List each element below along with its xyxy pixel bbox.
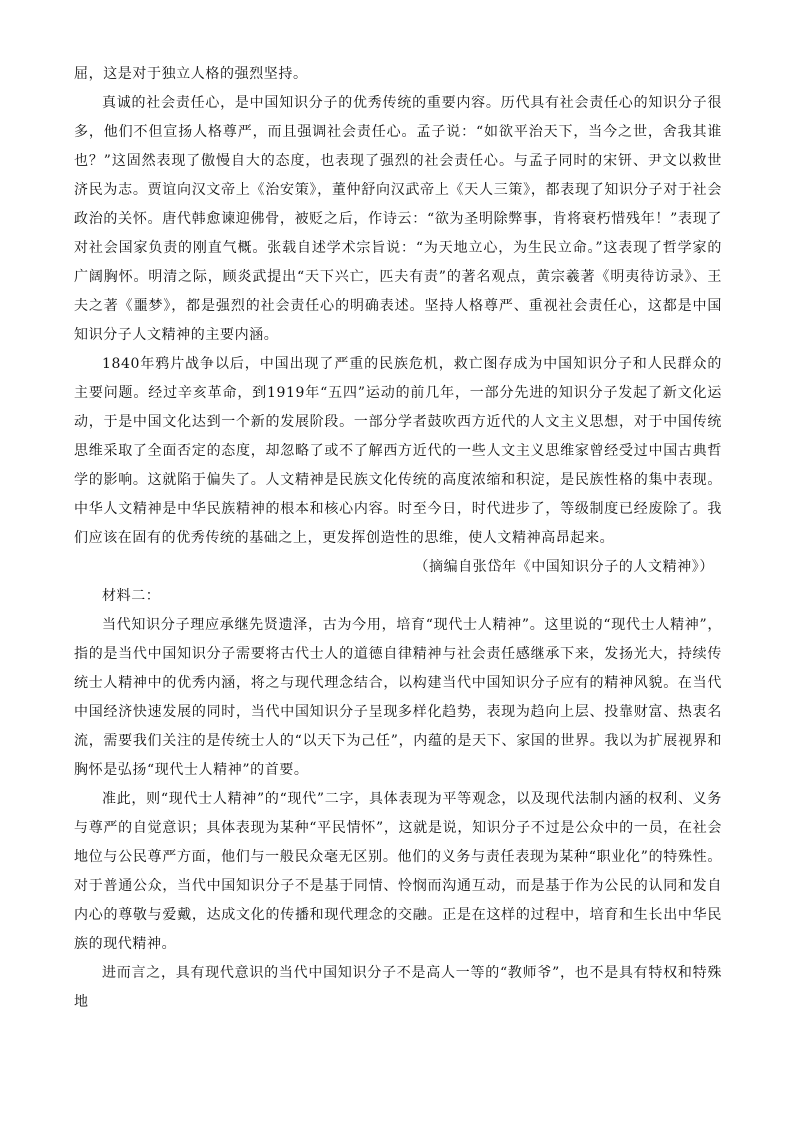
source-citation: （摘编自张岱年《中国知识分子的人文精神》） bbox=[414, 559, 714, 575]
document-page bbox=[74, 60, 722, 1017]
material-two-heading: 材料二： bbox=[102, 588, 161, 604]
paragraph-social-responsibility: 真诚的社会责任心，是中国知识分子的优秀传统的重要内容。历代具有社会责任心的知识分子很多，他们不但宣扬人格尊严，而且强调社会责任心。孟子说：“如欲平治天下，当今之世，舍我其谁也？”这固然表现了傲慢自大的态度，也表现了强烈的社会责任心。与孟子同时的宋钘、尹文以救世济民为志。贾谊向汉文帝上《治安策》，董仲舒向汉武帝上《天人三策》，都表现了知识分子对于社会政治的关怀。唐代韩愈谏迎佛骨，被贬之后，作诗云：“欲为圣明除弊事，肯将衰朽惜残年！”表现了对社会国家负责的刚直气概。张载自述学术宗旨说：“为天地立心，为生民立命。”这表现了哲学家的广阔胸怀。明清之际，顾炎武提出“天下兴亡，匹夫有责”的著名观点，黄宗羲著《明夷待访录》、王夫之著《噩梦》，都是强烈的社会责任心的明确表述。坚持人格尊严、重视社会责任心，这都是中国知识分子人文精神的主要内涵。 bbox=[74, 95, 722, 343]
paragraph-further: 进而言之，具有现代意识的当代中国知识分子不是高人一等的“教师爷”，也不是具有特权和特殊地 bbox=[74, 965, 722, 1010]
paragraph-modern-scholar-spirit: 当代知识分子理应承继先贤遗泽，古为今用，培育“现代士人精神”。这里说的“现代士人精神”，指的是当代中国知识分子需要将古代士人的道德自律精神与社会责任感继承下来，发扬光大，持续传统士人精神中的优秀内涵，将之与现代理念结合，以构建当代中国知识分子应有的精神风貌。在当代中国经济快速发展的同时，当代中国知识分子呈现多样化趋势，表现为趋向上层、投靠财富、热衷名流，需要我们关注的是传统士人的“以天下为己任”，内蕴的是天下、家国的世界。我以为扩展视界和胸怀是弘扬“现代士人精神”的首要。 bbox=[74, 617, 722, 778]
paragraph-modern-meaning: 准此，则“现代士人精神”的“现代”二字，具体表现为平等观念，以及现代法制内涵的权利、义务与尊严的自觉意识；具体表现为某种“平民情怀”，这就是说，知识分子不过是公众中的一员，在社会地位与公民尊严方面，他们与一般民众毫无区别。他们的义务与责任表现为某种“职业化”的特殊性。对于普通公众，当代中国知识分子不是基于同情、怜悯而沟通互动，而是基于作为公民的认同和发自内心的尊敬与爱戴，达成文化的传播和现代理念的交融。正是在这样的过程中，培育和生长出中华民族的现代精神。 bbox=[74, 791, 722, 952]
paragraph-continuation: 屈，这是对于独立人格的强烈坚持。 bbox=[74, 66, 308, 82]
paragraph-opium-war: 1840年鸦片战争以后，中国出现了严重的民族危机，救亡图存成为中国知识分子和人民群众的主要问题。经过辛亥革命，到1919年“五四”运动的前几年，一部分先进的知识分子发起了新文化运动，于是中国文化达到一个新的发展阶段。一部分学者鼓吹西方近代的人文主义思想，对于中国传统思维采取了全面否定的态度，却忽略了或不了解西方近代的一些人文主义思维家曾经受过中国古典哲学的影响。这就陷于偏失了。人文精神是民族文化传统的高度浓缩和积淀，是民族性格的集中表现。中华人文精神是中华民族精神的根本和核心内容。时至今日，时代进步了，等级制度已经废除了。我们应该在固有的优秀传统的基础之上，更发挥创造性的思维，使人文精神高昂起来。 bbox=[74, 356, 722, 546]
